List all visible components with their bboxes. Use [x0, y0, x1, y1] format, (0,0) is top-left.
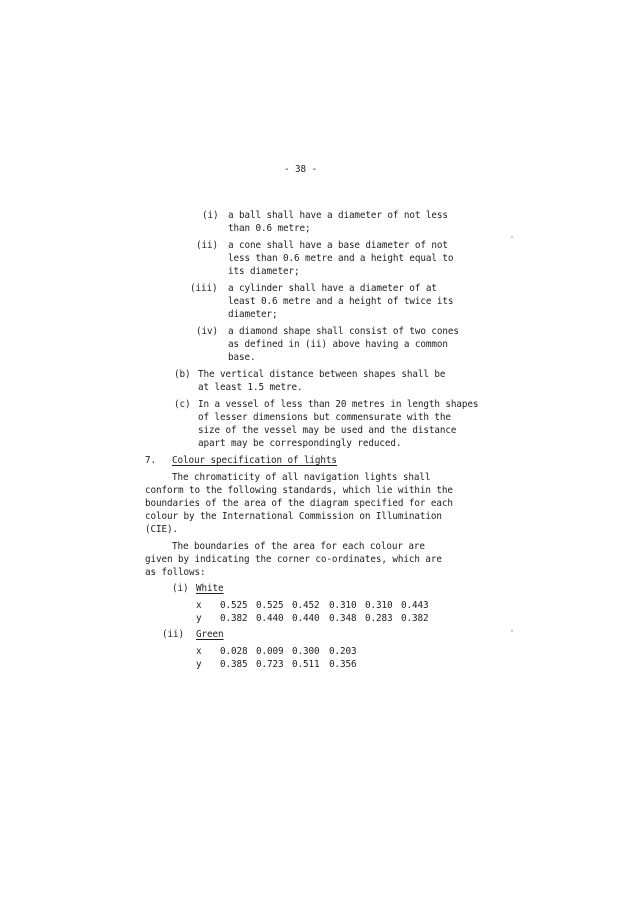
para1-line-3: boundaries of the area of the diagram specified for each	[145, 498, 453, 509]
scan-speck	[511, 236, 513, 238]
green-x-row	[196, 646, 396, 658]
shape-iii-label: (iii)	[190, 283, 218, 294]
white-y-row	[196, 613, 476, 625]
shape-i-line-2: than 0.6 metre;	[228, 223, 311, 234]
shape-ii-line-1: a cone shall have a base diameter of not	[228, 240, 448, 251]
green-x-value: 0.300	[292, 646, 320, 657]
white-x-value: 0.452	[292, 600, 320, 611]
section-title: Colour specification of lights	[172, 455, 337, 466]
para1-line-4: colour by the International Commission on Illumination	[145, 511, 442, 522]
white-x-value: 0.525	[256, 600, 284, 611]
shape-iv-line-3: base.	[228, 352, 256, 363]
shape-iv-label: (iv)	[196, 326, 218, 337]
green-x-axis-label: x	[196, 646, 202, 657]
colour-white-name: White	[196, 583, 224, 594]
green-x-value: 0.009	[256, 646, 284, 657]
shape-ii-label: (ii)	[196, 240, 218, 251]
white-x-value: 0.525	[220, 600, 248, 611]
para2-line-1: The boundaries of the area for each colour are	[172, 541, 425, 552]
para2-line-2: given by indicating the corner co-ordinates, which are	[145, 554, 442, 565]
shape-iv-line-2: as defined in (ii) above having a common	[228, 339, 448, 350]
white-y-value: 0.382	[401, 613, 429, 624]
white-y-value: 0.283	[365, 613, 393, 624]
paragraph-b-line-1: The vertical distance between shapes shall be	[198, 369, 446, 380]
paragraph-b-label: (b)	[174, 369, 191, 380]
green-y-axis-label: y	[196, 659, 202, 670]
green-y-value: 0.385	[220, 659, 248, 670]
green-x-value: 0.028	[220, 646, 248, 657]
para1-line-1: The chromaticity of all navigation lights shall	[172, 472, 431, 483]
shape-ii-line-3: its diameter;	[228, 266, 300, 277]
shape-iii-line-1: a cylinder shall have a diameter of at	[228, 283, 437, 294]
white-x-value: 0.310	[365, 600, 393, 611]
green-y-value: 0.723	[256, 659, 284, 670]
paragraph-c-line-4: apart may be correspondingly reduced.	[198, 438, 402, 449]
shape-i-label: (i)	[202, 210, 219, 221]
white-y-value: 0.382	[220, 613, 248, 624]
green-y-value: 0.511	[292, 659, 320, 670]
white-y-value: 0.440	[292, 613, 320, 624]
shape-iii-line-3: diameter;	[228, 309, 278, 320]
para1-line-5: (CIE).	[145, 524, 178, 535]
shape-iv-line-1: a diamond shape shall consist of two cones	[228, 326, 459, 337]
paragraph-b-line-2: at least 1.5 metre.	[198, 382, 303, 393]
white-x-value: 0.443	[401, 600, 429, 611]
paragraph-c-line-2: of lesser dimensions but commensurate with the	[198, 412, 451, 423]
para2-line-3: as follows:	[145, 567, 206, 578]
paragraph-c-line-1: In a vessel of less than 20 metres in length shapes	[198, 399, 479, 410]
paragraph-c-label: (c)	[174, 399, 191, 410]
shape-iii-line-2: least 0.6 metre and a height of twice its	[228, 296, 454, 307]
paragraph-c-line-3: size of the vessel may be used and the distance	[198, 425, 457, 436]
para1-line-2: conform to the following standards, which lie within the	[145, 485, 453, 496]
page-number: - 38 -	[284, 164, 317, 175]
white-x-row	[196, 600, 476, 612]
white-x-axis-label: x	[196, 600, 202, 611]
section-number: 7.	[145, 455, 156, 466]
colour-white-label: (i)	[172, 583, 189, 594]
white-x-value: 0.310	[329, 600, 357, 611]
scan-speck	[511, 630, 513, 632]
colour-green-name: Green	[196, 629, 224, 640]
white-y-value: 0.440	[256, 613, 284, 624]
shape-ii-line-2: less than 0.6 metre and a height equal to	[228, 253, 454, 264]
white-y-axis-label: y	[196, 613, 202, 624]
green-y-row	[196, 659, 396, 671]
green-x-value: 0.203	[329, 646, 357, 657]
colour-green-label: (ii)	[162, 629, 184, 640]
green-y-value: 0.356	[329, 659, 357, 670]
white-y-value: 0.348	[329, 613, 357, 624]
shape-i-line-1: a ball shall have a diameter of not less	[228, 210, 448, 221]
